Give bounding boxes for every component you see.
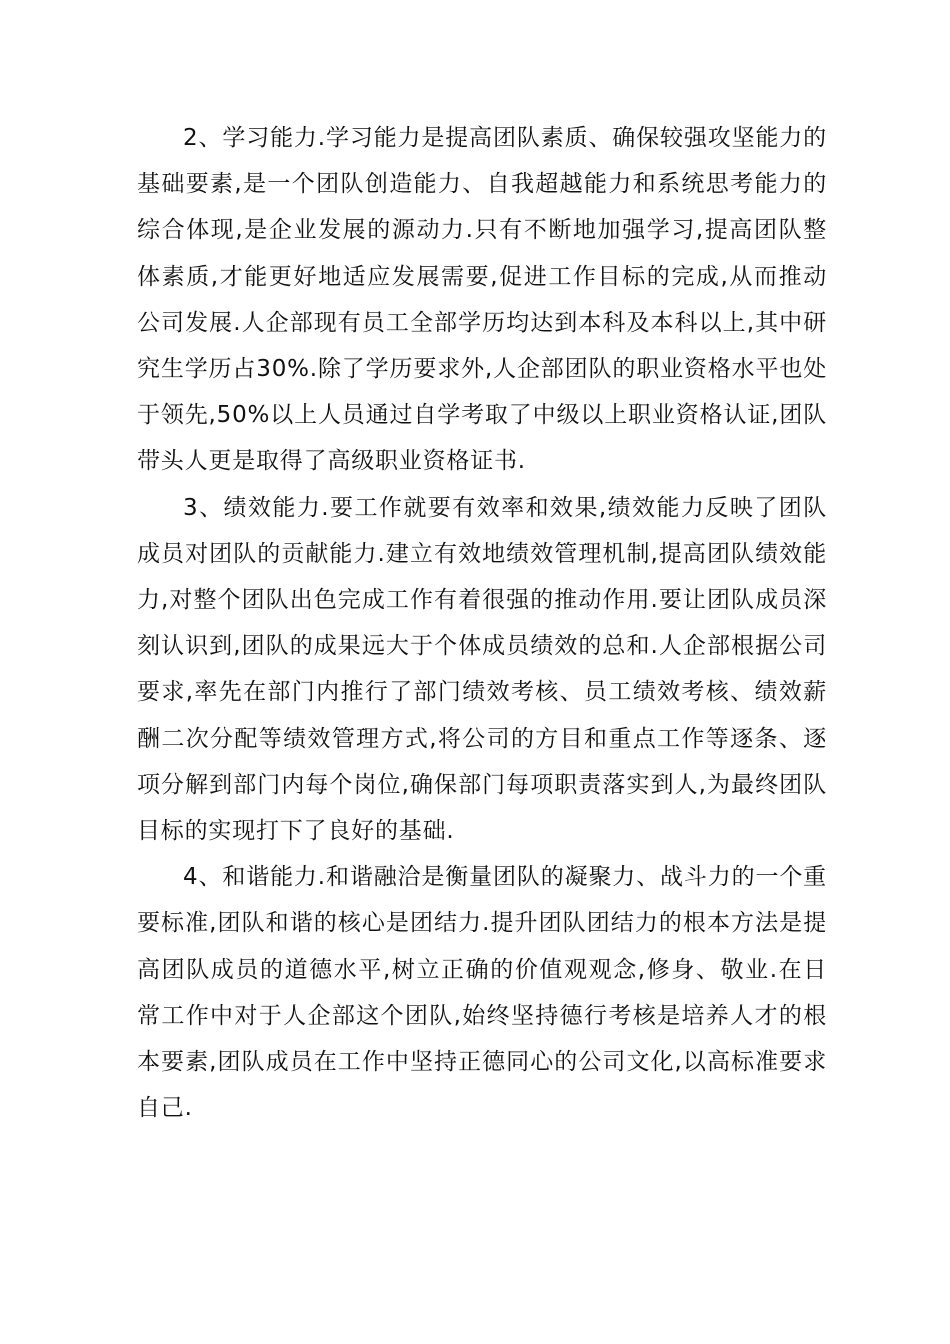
document-body — [137, 115, 827, 1131]
paragraph-performance-ability: 3、绩效能力.要工作就要有效率和效果,绩效能力反映了团队成员对团队的贡献能力.建立有效地绩效管理机制,提高团队绩效能力,对整个团队出色完成工作有着很强的推动作用.要让团队成员深刻认识到,团队的成果远大于个体成员绩效的总和.人企部根据公司要求,率先在部门内推行了部门绩效考核、员工绩效考核、绩效薪酬二次分配等绩效管理方式,将公司的方目和重点工作等逐条、逐项分解到部门内每个岗位,确保部门每项职责落实到人,为最终团队目标的实现打下了良好的基础. — [137, 494, 827, 845]
paragraph-learning-ability: 2、学习能力.学习能力是提高团队素质、确保较强攻坚能力的基础要素,是一个团队创造能力、自我超越能力和系统思考能力的综合体现,是企业发展的源动力.只有不断地加强学习,提高团队整体素质,才能更好地适应发展需要,促进工作目标的完成,从而推动公司发展.人企部现有员工全部学历均达到本科及本科以上,其中研究生学历占30%.除了学历要求外,人企部团队的职业资格水平也处于领先,50%以上人员通过自学考取了中级以上职业资格认证,团队带头人更是取得了高级职业资格证书. — [137, 125, 827, 475]
paragraph-harmony-ability: 4、和谐能力.和谐融洽是衡量团队的凝聚力、战斗力的一个重要标准,团队和谐的核心是团结力.提升团队团结力的根本方法是提高团队成员的道德水平,树立正确的价值观观念,修身、敬业.在日常工作中对于人企部这个团队,始终坚持德行考核是培养人才的根本要素,团队成员在工作中坚持正德同心的公司文化,以高标准要求自己. — [137, 864, 827, 1122]
